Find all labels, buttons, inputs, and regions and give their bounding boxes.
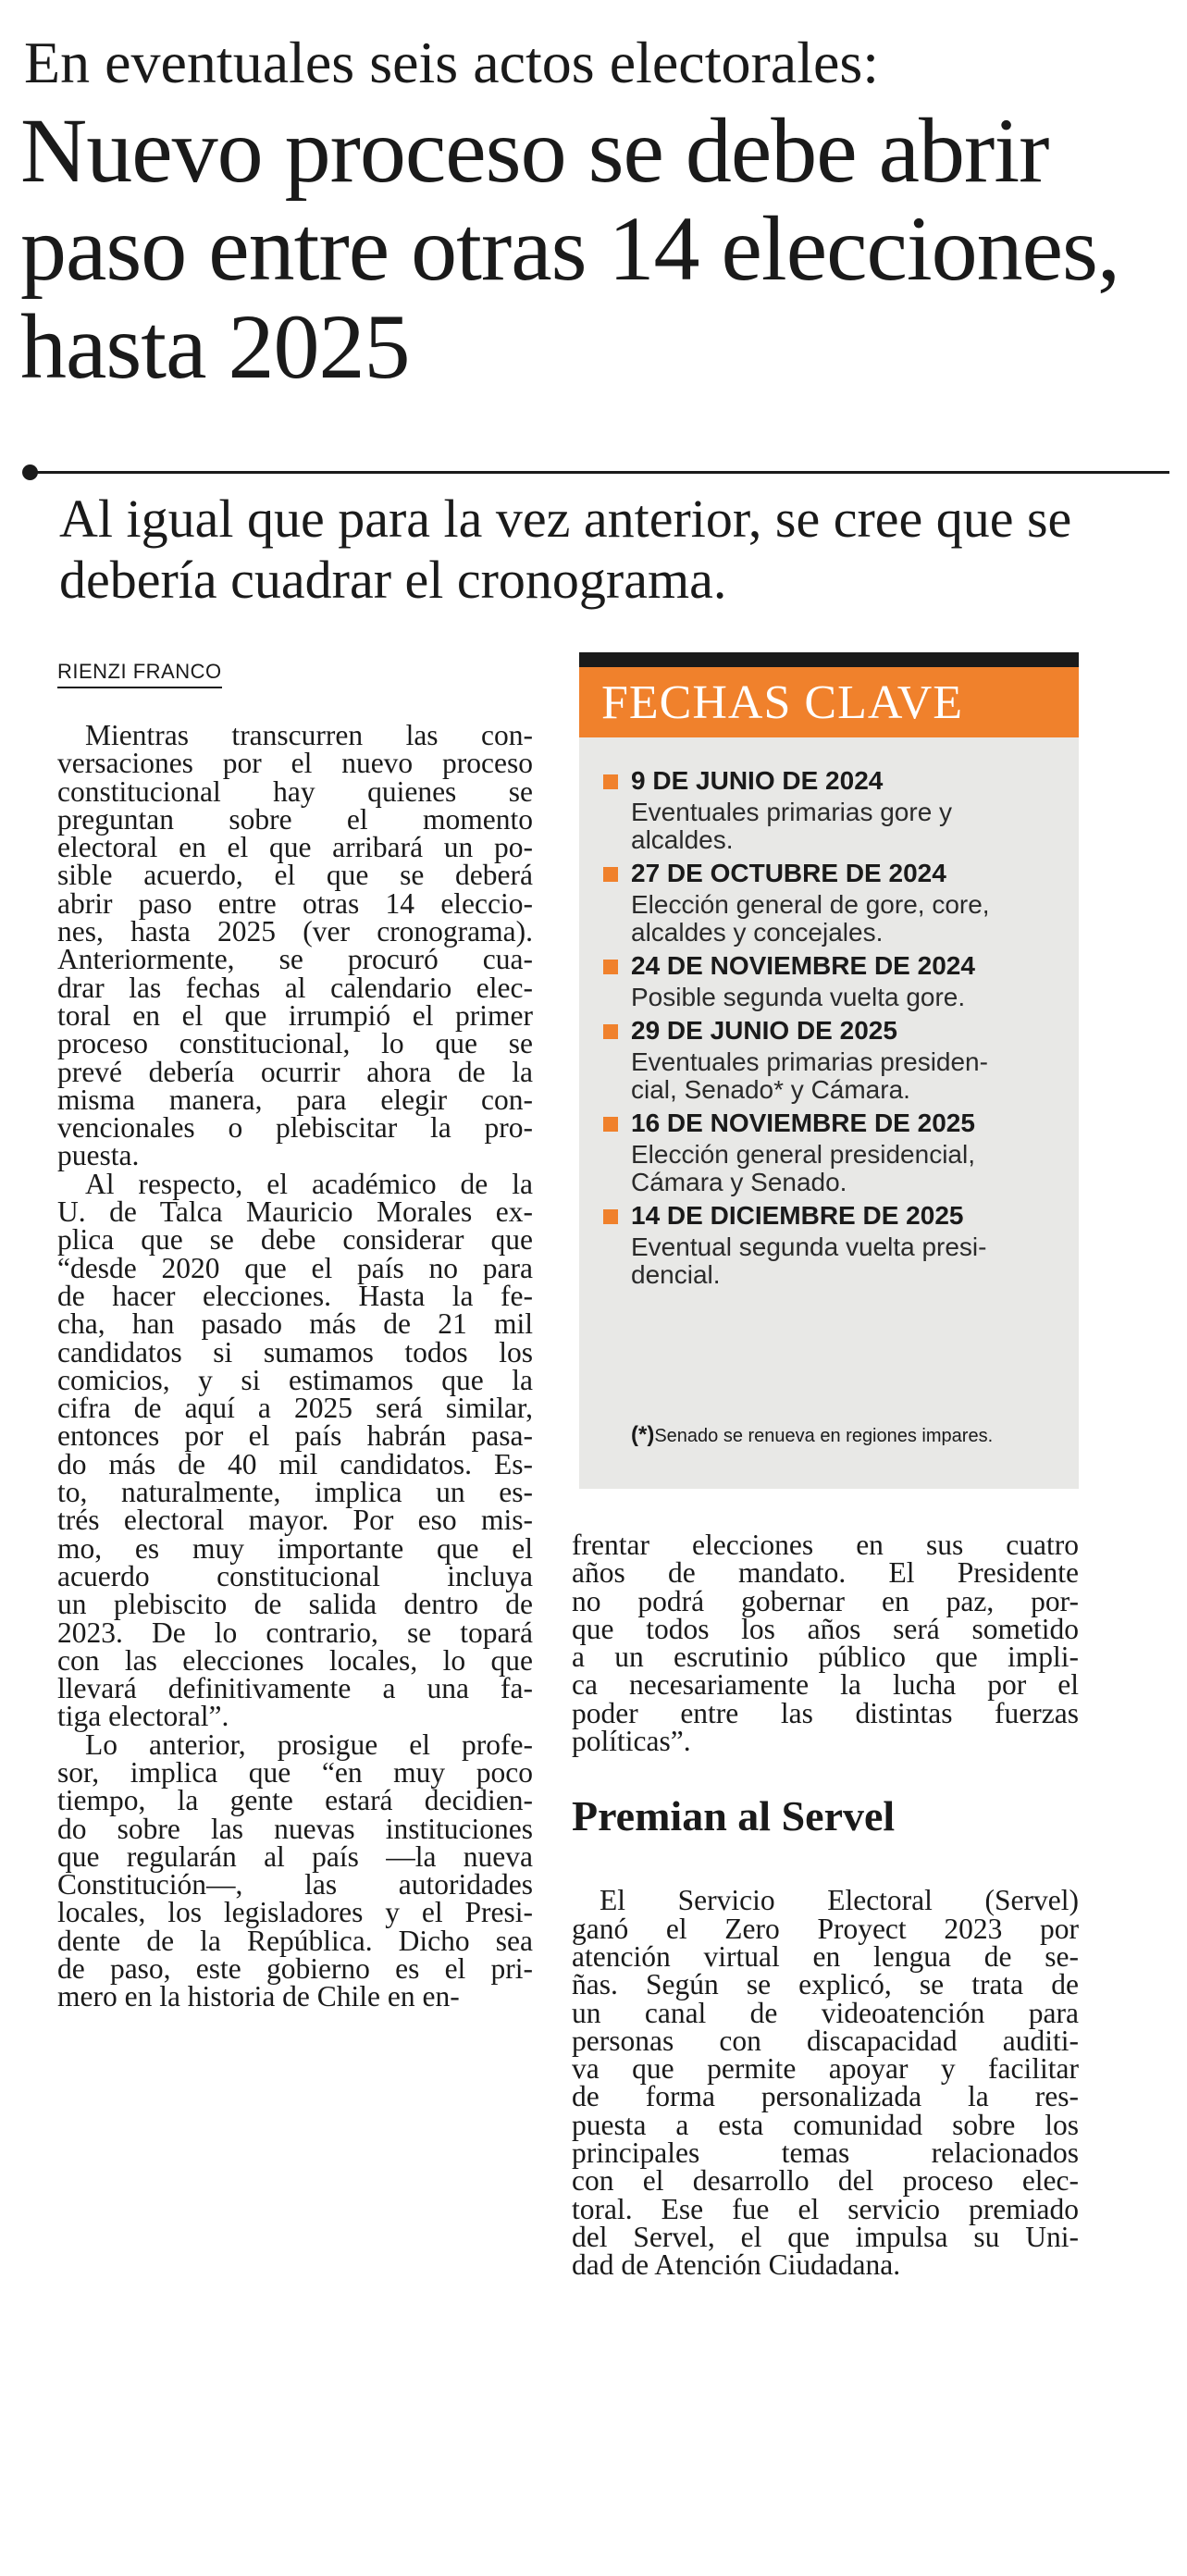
key-date-item: [603, 1106, 1066, 1196]
key-date-title: 16 DE NOVIEMBRE DE 2025: [631, 1108, 975, 1137]
text-line: de hacer elecciones. Hasta la fe-: [57, 1279, 533, 1312]
key-date-item: [603, 1198, 1066, 1289]
key-date-description: alcaldes.: [631, 825, 734, 854]
text-line: con las elecciones locales, lo que: [57, 1643, 533, 1677]
text-line: dad de Atención Ciudadana.: [572, 2248, 901, 2282]
key-date-item: [603, 856, 1066, 947]
key-date-description: Elección general presidencial,: [631, 1140, 975, 1169]
key-date-item: [603, 1013, 1066, 1104]
divider-dot: [22, 464, 38, 480]
text-line: mero en la historia de Chile en en-: [57, 1980, 460, 2013]
deck: Al igual que para la vez anterior, se cree que se debería cuadrar el cronograma.: [59, 489, 1072, 610]
text-line: comicios, y si estimamos que la: [57, 1363, 533, 1396]
text-line: trés electoral mayor. Por eso mis-: [57, 1504, 533, 1537]
text-line: El Servicio Electoral (Servel): [600, 1884, 1079, 1917]
key-dates-title: FECHAS CLAVE: [579, 667, 1079, 737]
text-line: prevé debería ocurrir ahora de la: [57, 1055, 533, 1088]
key-date-description: dencial.: [631, 1260, 721, 1289]
text-line: Constitución—, las autoridades: [57, 1868, 533, 1901]
key-date-title: 24 DE NOVIEMBRE DE 2024: [631, 951, 975, 980]
text-line: drar las fechas al calendario elec-: [57, 971, 533, 1004]
key-date-title: 14 DE DICIEMBRE DE 2025: [631, 1201, 964, 1230]
text-line: de paso, este gobierno es el pri-: [57, 1952, 533, 1986]
text-line: locales, los legisladores y el Presi-: [57, 1896, 533, 1929]
note-text: Senado se renueva en regiones impares.: [654, 1426, 994, 1446]
text-line: a un escrutinio público que impli-: [572, 1641, 1079, 1674]
key-date-description: Eventuales primarias presiden-: [631, 1047, 988, 1076]
key-date-item: [603, 948, 1066, 1011]
text-line: acuerdo constitucional incluya: [57, 1559, 533, 1592]
text-line: Lo anterior, prosigue el profe-: [85, 1728, 533, 1761]
byline: RIENZI FRANCO: [57, 659, 222, 688]
text-line: personas con discapacidad auditi-: [572, 2024, 1079, 2057]
text-line: tiempo, la gente estará decidien-: [57, 1784, 533, 1817]
subhead: Premian al Servel: [572, 1792, 896, 1840]
text-line: un canal de videoatención para: [572, 1996, 1079, 2029]
key-date-description: alcaldes y concejales.: [631, 918, 884, 947]
text-line: puesta a esta comunidad sobre los: [572, 2108, 1079, 2141]
text-line: candidatos si sumamos todos los: [57, 1335, 533, 1368]
text-line: entonces por el país habrán pasa-: [57, 1419, 533, 1453]
bullet-square-icon: [603, 1209, 618, 1224]
text-line: cha, han pasado más de 21 mil: [57, 1307, 533, 1341]
bullet-square-icon: [603, 774, 618, 789]
text-line: tiga electoral”.: [57, 1700, 229, 1733]
key-date-description: Cámara y Senado.: [631, 1168, 847, 1196]
key-date-title: 9 DE JUNIO DE 2024: [631, 766, 884, 795]
text-line: va que permite apoyar y facilitar: [572, 2052, 1079, 2086]
key-date-description: Eventual segunda vuelta presi-: [631, 1232, 987, 1261]
note-mark: (*): [631, 1422, 655, 1447]
text-line: versaciones por el nuevo proceso: [57, 747, 533, 780]
text-line: do sobre las nuevas instituciones: [57, 1812, 533, 1845]
text-line: frentar elecciones en sus cuatro: [572, 1529, 1079, 1561]
key-date-title: 29 DE JUNIO DE 2025: [631, 1016, 897, 1045]
text-line: políticas”.: [572, 1725, 691, 1758]
text-line: Mientras transcurren las con-: [85, 719, 533, 751]
key-dates-note: [631, 1422, 993, 1448]
text-line: sible acuerdo, el que se deberá: [57, 859, 533, 892]
text-line: toral en el que irrumpió el primer: [57, 998, 533, 1032]
text-line: toral. Ese fue el servicio premiado: [572, 2192, 1079, 2225]
text-line: ganó el Zero Proyect 2023 por: [572, 1912, 1079, 1945]
text-line: que todos los años será sometido: [572, 1612, 1079, 1645]
text-line: ñas. Según se explicó, se trata de: [572, 1968, 1079, 2001]
text-line: de forma personalizada la res-: [572, 2080, 1079, 2113]
text-line: proceso constitucional, lo que se: [57, 1027, 533, 1060]
text-line: 2023. De lo contrario, se topará: [57, 1616, 533, 1649]
key-date-item: [603, 763, 1066, 854]
text-line: mo, es muy importante que el: [57, 1531, 533, 1565]
text-line: Anteriormente, se procuró cua-: [57, 943, 533, 976]
headline: Nuevo proceso se debe abrir paso entre otras 14 elecciones, hasta 2025: [20, 99, 1119, 398]
text-line: no podrá gobernar en paz, por-: [572, 1584, 1079, 1617]
text-line: electoral en el que arribará un po-: [57, 831, 533, 864]
text-line: que regularán al país —la nueva: [57, 1839, 533, 1873]
text-line: “desde 2020 que el país no para: [57, 1251, 533, 1284]
text-line: vencionales o plebiscitar la pro-: [57, 1111, 533, 1145]
text-line: Al respecto, el académico de la: [85, 1167, 533, 1200]
article-column-2: [572, 1531, 1079, 2280]
text-line: plica que se debe considerar que: [57, 1223, 533, 1257]
text-line: atención virtual en lengua de se-: [572, 1939, 1079, 1973]
text-line: principales temas relacionados: [572, 2136, 1079, 2170]
key-dates-list: [603, 763, 1066, 1291]
bullet-square-icon: [603, 867, 618, 882]
key-date-description: Eventuales primarias gore y: [631, 798, 953, 826]
text-line: misma manera, para elegir con-: [57, 1083, 533, 1116]
text-line: to, naturalmente, implica un es-: [57, 1476, 533, 1509]
article-column-1: [57, 719, 533, 2013]
key-date-description: cial, Senado* y Cámara.: [631, 1075, 910, 1104]
kicker: En eventuales seis actos electorales:: [24, 30, 880, 95]
text-line: llevará definitivamente a una fa-: [57, 1672, 533, 1705]
text-line: sor, implica que “en muy poco: [57, 1755, 533, 1789]
text-line: dente de la República. Dicho sea: [57, 1924, 533, 1957]
bullet-square-icon: [603, 1117, 618, 1132]
key-date-title: 27 DE OCTUBRE DE 2024: [631, 859, 946, 887]
key-date-description: Elección general de gore, core,: [631, 890, 990, 919]
text-line: puesta.: [57, 1139, 140, 1172]
divider-rule: [26, 471, 1169, 474]
key-date-description: Posible segunda vuelta gore.: [631, 983, 966, 1011]
text-line: del Servel, el que impulsa su Uni-: [572, 2220, 1079, 2253]
text-line: poder entre las distintas fuerzas: [572, 1696, 1079, 1729]
servel-text: [572, 1884, 1079, 2282]
text-line: ca necesariamente la lucha por el: [572, 1668, 1079, 1702]
text-line: cifra de aquí a 2025 será similar,: [57, 1392, 533, 1425]
key-dates-box: [579, 652, 1079, 1489]
text-line: do más de 40 mil candidatos. Es-: [57, 1447, 533, 1480]
bullet-square-icon: [603, 960, 618, 974]
text-line: preguntan sobre el momento: [57, 802, 533, 836]
text-line: años de mandato. El Presidente: [572, 1556, 1079, 1590]
text-line: nes, hasta 2025 (ver cronograma).: [57, 915, 533, 948]
text-line: con el desarrollo del proceso elec-: [572, 2164, 1079, 2198]
text-line: constitucional hay quienes se: [57, 774, 533, 808]
article-column-2-text: [572, 1529, 1079, 1758]
bullet-square-icon: [603, 1024, 618, 1039]
text-line: abrir paso entre otras 14 eleccio-: [57, 886, 533, 920]
text-line: U. de Talca Mauricio Morales ex-: [57, 1195, 533, 1229]
text-line: un plebiscito de salida dentro de: [57, 1588, 533, 1621]
